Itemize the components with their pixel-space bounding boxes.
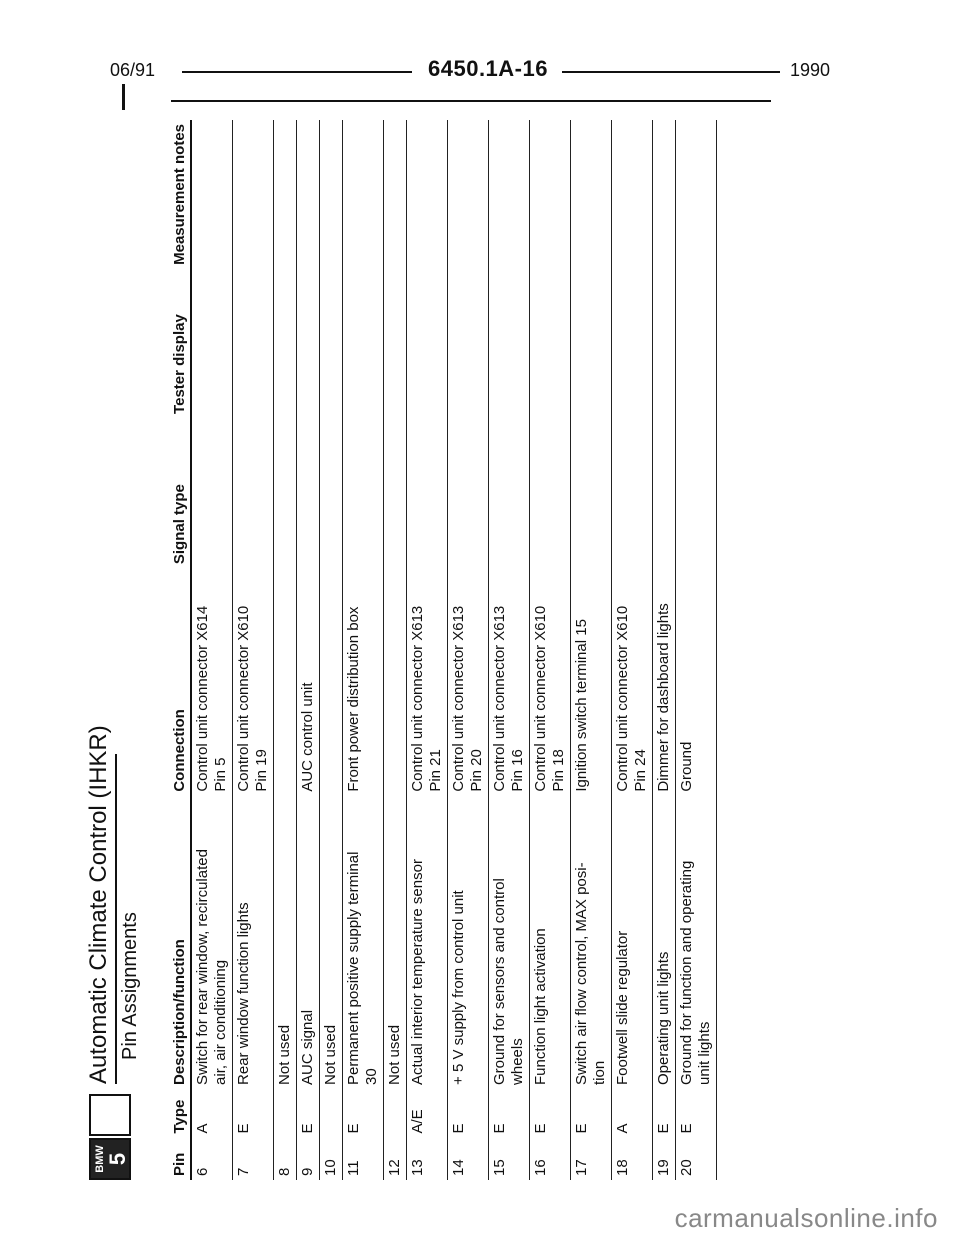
cell-measurement-notes [191,120,233,310]
cell-signal-type [274,480,297,589]
cell-pin: 14 [448,1138,489,1180]
description-line: Switch for rear window, recirculated [194,849,211,1085]
cell-connection [233,589,274,795]
cell-type: E [489,1089,530,1138]
cell-measurement-notes [320,120,343,310]
table-row [320,120,343,1180]
cell-pin: 11 [343,1138,384,1180]
page-subtitle: Pin Assignments [119,912,141,1060]
cell-connection [489,589,530,795]
connection-line: Pin 16 [509,749,526,792]
header-year: 1990 [789,60,830,80]
cell-connection [274,589,297,795]
description-line: + 5 V supply from control unit [450,890,467,1085]
cell-measurement-notes [448,120,489,310]
cell-measurement-notes [653,120,676,310]
cell-tester-display [384,310,407,480]
connection-line: Pin 18 [550,749,567,792]
cell-description [530,796,571,1089]
connection-line: Control unit connector X610 [235,605,252,792]
cell-description [233,796,274,1089]
description-line: Operating unit lights [655,951,672,1085]
cell-signal-type [448,480,489,589]
description-line: tion [591,1060,608,1085]
cell-measurement-notes [297,120,320,310]
connection-line: Control unit connector X610 [614,605,631,792]
cell-type: E [448,1089,489,1138]
description-line: Not used [386,1024,403,1085]
connection-line: Control unit connector X613 [450,605,467,792]
col-tester-display: Tester display [169,310,191,480]
connection-line: Dimmer for dashboard lights [655,603,672,792]
cell-description [384,796,407,1089]
cell-tester-display [343,310,384,480]
cell-measurement-notes [530,120,571,310]
cell-connection [320,589,343,795]
cell-pin: 9 [297,1138,320,1180]
cell-type: E [676,1089,717,1138]
cell-description [297,796,320,1089]
cell-tester-display [612,310,653,480]
cell-signal-type [653,480,676,589]
cell-type: E [530,1089,571,1138]
col-connection: Connection [169,589,191,795]
description-line: unit lights [696,1021,713,1085]
table-row [448,120,489,1180]
cell-type [384,1089,407,1138]
cell-signal-type [530,480,571,589]
cell-measurement-notes [676,120,717,310]
cell-description [448,796,489,1089]
cell-measurement-notes [384,120,407,310]
cell-type: E [653,1089,676,1138]
cell-pin: 10 [320,1138,343,1180]
description-line: Actual interior temperature sensor [409,859,426,1085]
description-line: 30 [363,1068,380,1085]
table-row [297,120,320,1180]
cell-signal-type [612,480,653,589]
cell-tester-display [530,310,571,480]
cell-pin: 8 [274,1138,297,1180]
cell-signal-type [343,480,384,589]
cell-measurement-notes [233,120,274,310]
connection-line: Pin 21 [427,749,444,792]
connection-line: Pin 19 [253,749,270,792]
cell-description [612,796,653,1089]
connection-line: Control unit connector X613 [409,605,426,792]
cell-connection [384,589,407,795]
cell-measurement-notes [612,120,653,310]
description-line: Ground for function and operating [678,860,695,1085]
table-right-rule [171,100,771,102]
page-title: Automatic Climate Control (IHKR) [85,725,112,1084]
cell-pin: 6 [191,1138,233,1180]
cell-tester-display [233,310,274,480]
cell-pin: 13 [407,1138,448,1180]
cell-signal-type [297,480,320,589]
connection-line: Pin 20 [468,749,485,792]
description-line: Function light activation [532,928,549,1085]
cell-signal-type [191,480,233,589]
cell-description [407,796,448,1089]
cell-tester-display [191,310,233,480]
cell-description [489,796,530,1089]
cell-connection [407,589,448,795]
table-row [384,120,407,1180]
header-rule-left [182,71,412,73]
cell-description [343,796,384,1089]
cell-pin: 15 [489,1138,530,1180]
rotated-page-content [85,100,785,1180]
col-description: Description/function [169,796,191,1089]
cell-type: A [191,1089,233,1138]
logo-brand: BMW [94,1145,106,1173]
cell-signal-type [320,480,343,589]
cell-signal-type [384,480,407,589]
description-line: Ground for sensors and control [491,878,508,1085]
empty-logo-box [89,1094,131,1136]
cell-signal-type [571,480,612,589]
description-line: wheels [509,1038,526,1085]
description-line: AUC signal [299,1009,316,1085]
cell-pin: 19 [653,1138,676,1180]
cell-tester-display [571,310,612,480]
cell-measurement-notes [571,120,612,310]
connection-line: Control unit connector X614 [194,605,211,792]
col-type: Type [169,1089,191,1138]
cell-description [191,796,233,1089]
cell-measurement-notes [489,120,530,310]
cell-type: E [233,1089,274,1138]
connection-line: Pin 24 [632,749,649,792]
cell-type [274,1089,297,1138]
col-signal-type: Signal type [169,480,191,589]
cell-pin: 7 [233,1138,274,1180]
cell-tester-display [274,310,297,480]
page-header [110,56,830,86]
cell-measurement-notes [407,120,448,310]
cell-type: E [297,1089,320,1138]
col-pin: Pin [169,1138,191,1180]
pin-assignment-table [169,120,717,1180]
title-underline [115,754,117,1084]
cell-tester-display [297,310,320,480]
description-line: Switch air flow control, MAX posi- [573,862,590,1085]
table-row [530,120,571,1180]
cell-type: A/E [407,1089,448,1138]
connection-line: Control unit connector X610 [532,605,549,792]
table-row [612,120,653,1180]
cell-pin: 18 [612,1138,653,1180]
description-line: Rear window function lights [235,902,252,1085]
connection-line: Ground [678,741,695,792]
cell-description [320,796,343,1089]
connection-line: AUC control unit [299,682,316,792]
col-measurement-notes: Measurement notes [169,120,191,310]
cell-connection [571,589,612,795]
table-row [571,120,612,1180]
cell-signal-type [407,480,448,589]
cell-signal-type [233,480,274,589]
description-line: Footwell slide regulator [614,930,631,1085]
description-line: Not used [276,1024,293,1085]
connection-line: Pin 5 [212,757,229,792]
cell-connection [653,589,676,795]
cell-connection [676,589,717,795]
cell-type: A [612,1089,653,1138]
table-row [407,120,448,1180]
connection-line: Front power distribution box [345,606,362,792]
header-document-code: 6450.1A-16 [428,56,548,81]
table-row [676,120,717,1180]
bmw-logo-box [89,1138,131,1180]
table-row [653,120,676,1180]
header-date: 06/91 [110,60,156,80]
table-row [489,120,530,1180]
cell-tester-display [320,310,343,480]
header-rule-right [562,71,780,73]
cell-tester-display [676,310,717,480]
cell-tester-display [653,310,676,480]
cell-type: E [343,1089,384,1138]
cell-tester-display [489,310,530,480]
cell-connection [612,589,653,795]
cell-connection [297,589,320,795]
table-row [274,120,297,1180]
cell-pin: 12 [384,1138,407,1180]
table-row [191,120,233,1180]
cell-pin: 16 [530,1138,571,1180]
connection-line: Control unit connector X613 [491,605,508,792]
cell-pin: 20 [676,1138,717,1180]
cell-measurement-notes [343,120,384,310]
cell-connection [343,589,384,795]
cell-connection [191,589,233,795]
cell-type: E [571,1089,612,1138]
connection-line: Ignition switch terminal 15 [573,619,590,792]
description-line: Not used [322,1024,339,1085]
watermark: carmanualsonline.info [674,1203,938,1233]
cell-description [676,796,717,1089]
cell-description [274,796,297,1089]
table-row [233,120,274,1180]
cell-pin: 17 [571,1138,612,1180]
cell-signal-type [489,480,530,589]
logo-series: 5 [105,1152,130,1166]
cell-type [320,1089,343,1138]
table-header-row [169,120,191,1180]
cell-tester-display [407,310,448,480]
cell-connection [530,589,571,795]
cell-signal-type [676,480,717,589]
cell-tester-display [448,310,489,480]
description-line: air, air conditioning [212,959,229,1085]
table-body [191,120,717,1180]
cell-measurement-notes [274,120,297,310]
description-line: Permanent positive supply terminal [345,851,362,1085]
table-row [343,120,384,1180]
cell-description [653,796,676,1089]
cell-description [571,796,612,1089]
cell-connection [448,589,489,795]
